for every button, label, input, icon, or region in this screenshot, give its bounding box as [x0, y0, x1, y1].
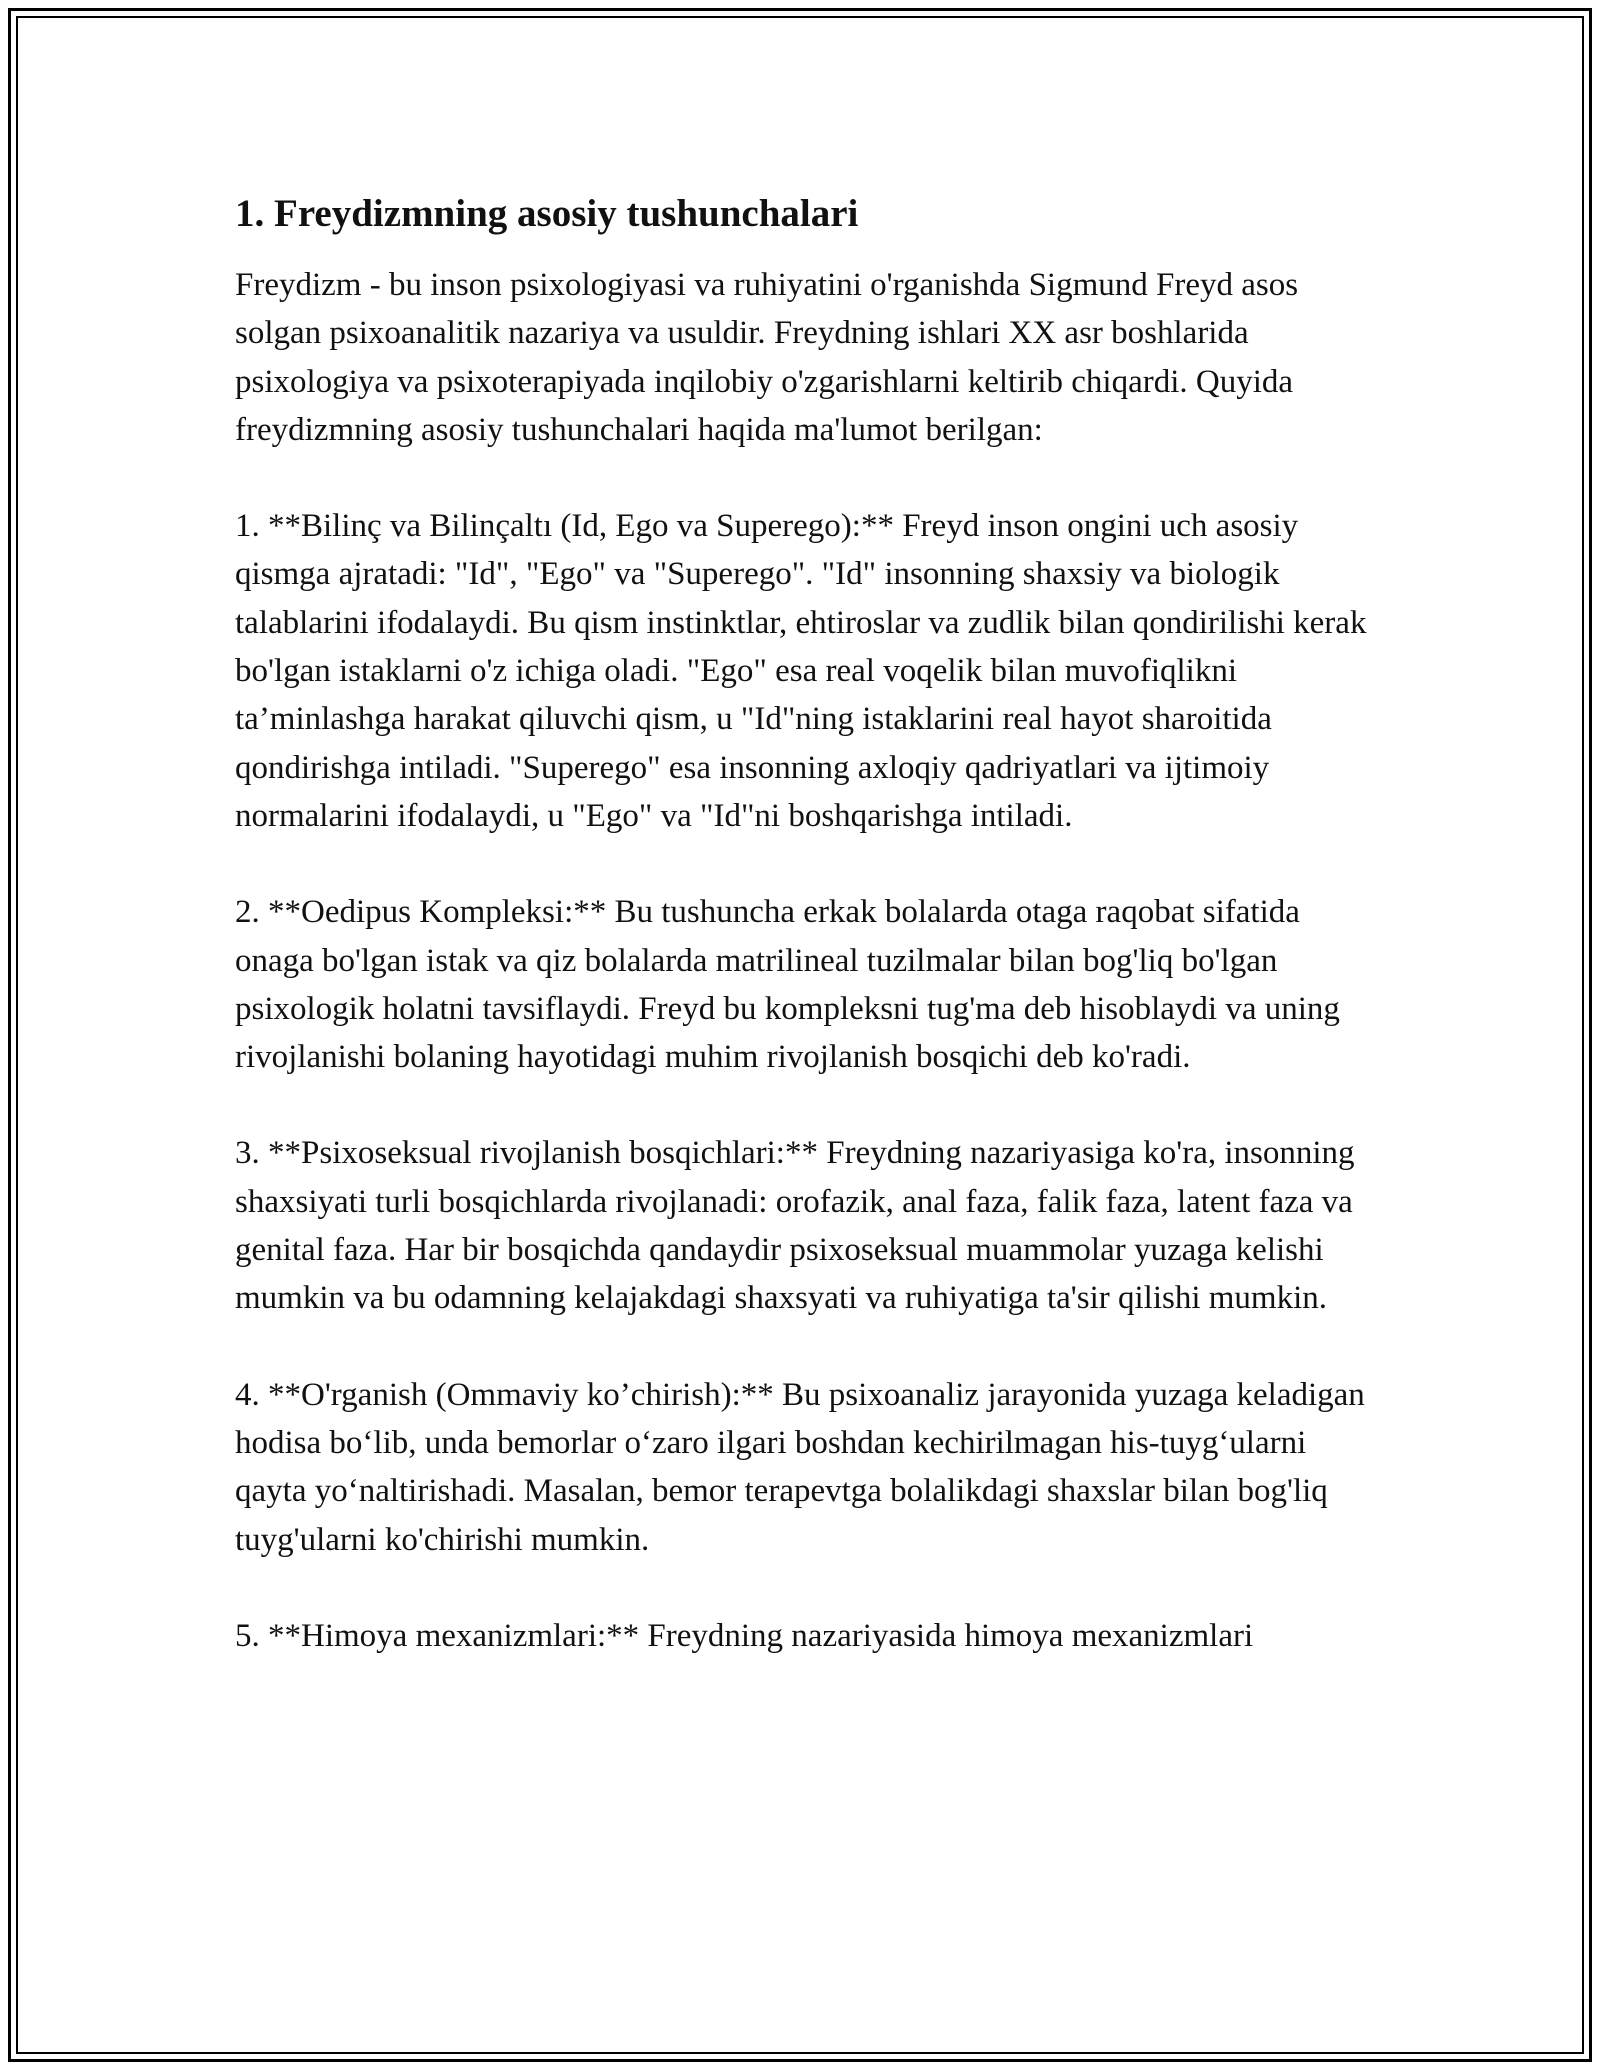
item-defense-mechanisms: 5. **Himoya mexanizmlari:** Freydning nazariyasida himoya mexanizmlari [235, 1617, 1254, 1654]
item-id-ego-superego: 1. **Bilinç va Bilinçaltı (Id, Ego va Superego):** Freyd inson ongini uch asosiy qismga ajratadi: "Id", "Ego" va "Superego". "Id" insonning shaxsiy va biologik talablarini ifodalaydi. Bu qism instinktlar, ehtiroslar va zudlik bilan qondirilishi kerak bo'lgan istaklarni o'z ichiga oladi. "Ego" esa real voqelik bilan muvofiqlikni ta’minlashga harakat qiluvchi qism, u "Id"ning istaklarini real hayot sharoitida qondirishga intiladi. "Superego" esa insonning axloqiy qadriyatlari va ijtimoiy normalarini ifodalaydi, u "Ego" va "Id"ni boshqarishga intiladi. [235, 508, 1367, 834]
item-transference: 4. **O'rganish (Ommaviy ko’chirish):** Bu psixoanaliz jarayonida yuzaga keladigan hodisa bo‘lib, unda bemorlar o‘zaro ilgari boshdan kechirilmagan his-tuyg‘ularni qayta yo‘naltirishadi. Masalan, bemor terapevtga bolalikdagi shaxslar bilan bog'liq tuyg'ularni ko'chirishi mumkin. [235, 1376, 1365, 1558]
item-psychosexual-stages: 3. **Psixoseksual rivojlanish bosqichlari:** Freydning nazariyasiga ko'ra, insonning shaxsiyati turli bosqichlarda rivojlanadi: orofazik, anal faza, falik faza, latent faza va genital faza. Har bir bosqichda qandaydir psixoseksual muammolar yuzaga kelishi mumkin va bu odamning kelajakdagi shaxsyati va ruhiyatiga ta'sir qilishi mumkin. [235, 1135, 1355, 1317]
section-heading: 1. Freydizmning asosiy tushunchalari [235, 192, 859, 235]
document-body [235, 185, 1385, 1708]
intro-paragraph: Freydizm - bu inson psixologiyasi va ruhiyatini o'rganishda Sigmund Freyd asos solgan psixoanalitik nazariya va usuldir. Freydning ishlari XX asr boshlarida psixologiya va psixoterapiyada inqilobiy o'zgarishlarni keltirib chiqardi. Quyida freydizmning asosiy tushunchalari haqida ma'lumot berilgan: [235, 267, 1299, 448]
item-oedipus-complex: 2. **Oedipus Kompleksi:** Bu tushuncha erkak bolalarda otaga raqobat sifatida onaga bo'lgan istak va qiz bolalarda matrilineal tuzilmalar bilan bog'liq bo'lgan psixologik holatni tavsiflaydi. Freyd bu kompleksni tug'ma deb hisoblaydi va uning rivojlanishi bolaning hayotidagi muhim rivojlanish bosqichi deb ko'radi. [235, 894, 1340, 1076]
